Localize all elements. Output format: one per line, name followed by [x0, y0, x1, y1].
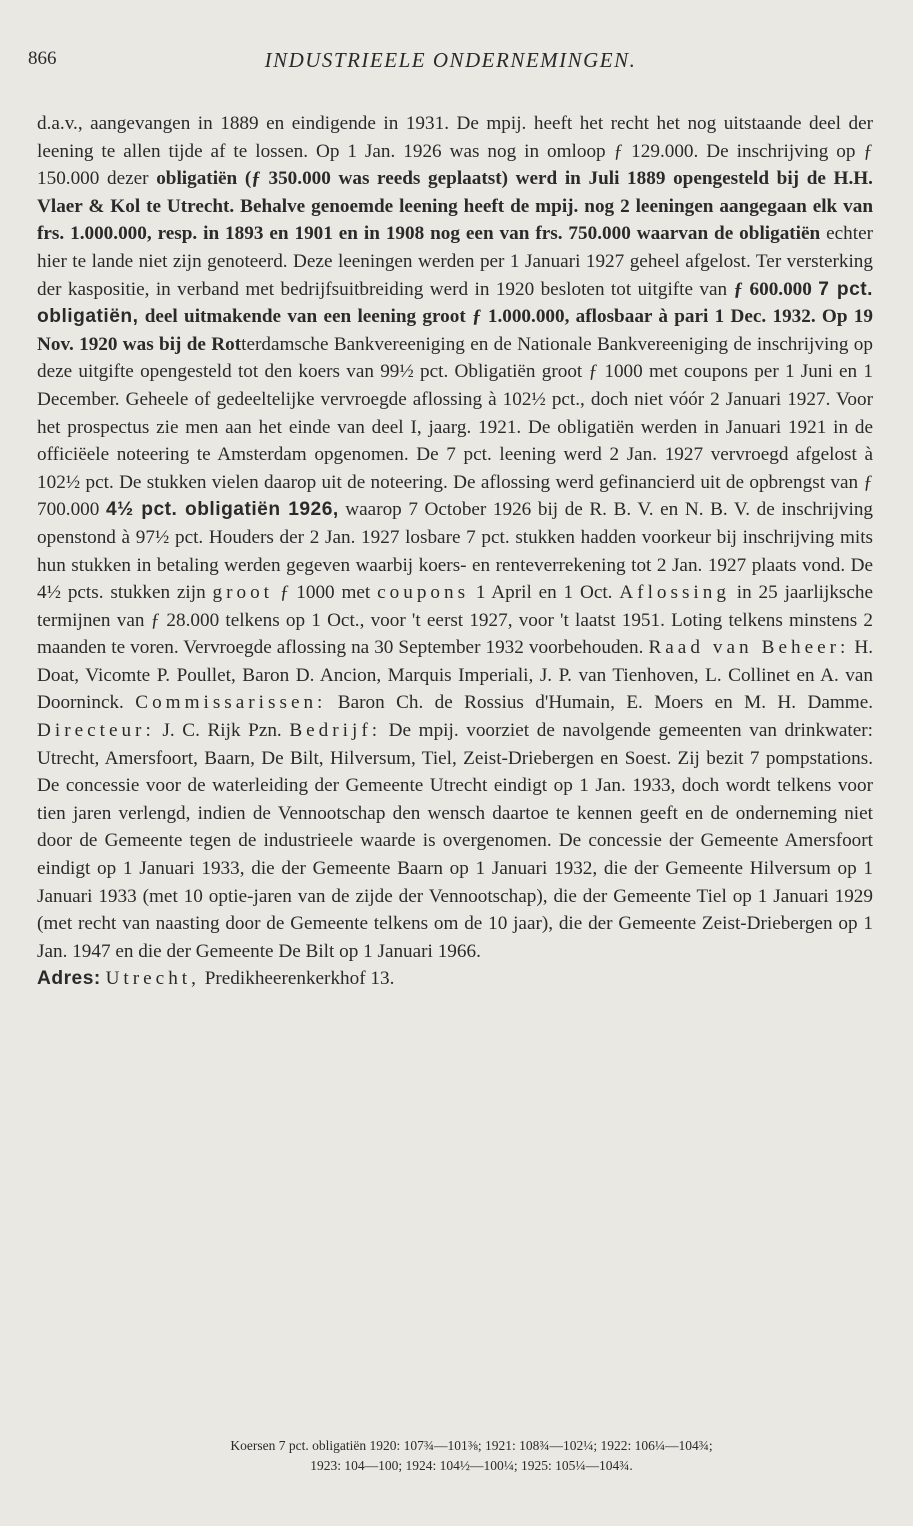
body-text	[37, 110, 873, 993]
section-label-commissarissen: Commissarissen:	[135, 692, 327, 714]
text-segment-bold: ƒ 600.000	[733, 278, 819, 300]
page-header	[28, 48, 873, 78]
address-label: Adres:	[37, 968, 101, 990]
text-segment: d.a.v., aangevangen in 1889 en eindigende in 1931. De mpij. heeft het recht het nog uitstaande deel der leening te allen tijde af te lossen. Op 1 Jan. 1926 was nog in omloop ƒ 129.000. De inschrijving op ƒ 150.000 dezer	[37, 113, 873, 190]
footnote-line: Koersen 7 pct. obligatiën 1920: 107¾—101⅜; 1921: 108¾—102¼; 1922: 106¼—104¾;	[230, 1438, 713, 1453]
text-segment: in 25 jaarlijksche termijnen van ƒ 28.000 telkens op 1 Oct., voor 't eerst 1927, voor 't laatst 1951. Loting telkens minstens 2 maanden te voren. Vervroegde aflossing na 30 September 1932 voorbehouden.	[37, 582, 874, 659]
bond-heading-4half-pct: 4½ pct. obligatiën 1926,	[105, 499, 339, 521]
section-label-directeur: Directeur:	[37, 720, 155, 742]
text-segment: waarop 7 October 1926 bij de R. B. V. en N. B. V. de inschrijving openstond à 97½ pct. Houders der 2 Jan. 1927 losbare 7 pct. stukken hadden voorkeur bij inschrijving mits hun stukken in betaling werden gegeven waarbij koers- en renteverrekening tot 2 Jan. 1927 plaats vond. De 4½ pcts. stukken zijn	[37, 499, 874, 604]
text-segment: echter hier te lande niet zijn genoteerd. Deze leeningen werden per 1 Januari 1927 geheel afgelost. Ter versterking der kaspositie, in verband met bedrijfsuitbreiding werd in 1920 besloten tot uitgifte van	[37, 223, 873, 300]
spaced-word: coupons	[377, 582, 470, 604]
text-segment: De mpij. voorziet de navolgende gemeenten van drinkwater: Utrecht, Amersfoort, Baarn, De Bilt, Hilversum, Tiel, Zeist-Driebergen en Soest. Zij bezit 7 pompstations. De concessie voor de waterleiding der Gemeente Utrecht eindigt op 1 Jan. 1933, doch wordt telkens voor tien jaren verlengd, indien de Vennootschap den wensch daartoe te kennen geeft en de onderneming niet door de Gemeente tegen de industrieele waarde is overgenomen. De concessie der Gemeente Amersfoort eindigt op 1 Januari 1933, die der Gemeente Baarn op 1 Januari 1932, die der Gemeente Hilversum op 1 Januari 1933 (met 10 optie-jaren van de zijde der Vennootschap), die der Gemeente Tiel op 1 Januari 1929 (met recht van naasting door de Gemeente telkens om de 10 jaar), die der Gemeente Zeist-Driebergen op 1 Jan. 1947 en die der Gemeente De Bilt op 1 Januari 1966.	[37, 720, 873, 962]
footnote-quotations	[90, 1436, 853, 1476]
text-segment: Baron Ch. de Rossius d'Humain, E. Moers en M. H. Damme.	[326, 692, 874, 714]
text-segment: H. Doat, Vicomte P. Poullet, Baron D. Ancion, Marquis Imperiali, J. P. van Tienhoven, L. Collinet en A. van Doorninck.	[37, 637, 874, 714]
address-line	[37, 965, 873, 993]
spaced-word: groot	[212, 582, 274, 604]
text-segment: ƒ 1000 met	[273, 582, 378, 604]
text-segment: 1 April en 1 Oct.	[469, 582, 620, 604]
text-segment-bold: obligatiën (ƒ 350.000 was reeds geplaatst) werd in Juli 1889 opengesteld bij de H.H. Vlaer & Kol te Utrecht. Behalve genoemde leening heeft de mpij. nog 2 leeningen aangegaan elk van frs. 1.000.000, resp. in 1893 en 1901 en in 1908 nog een van frs. 750.000 waarvan de obligatiën	[37, 168, 873, 245]
spaced-word: Aflossing	[619, 582, 730, 604]
page-number: 866	[28, 48, 57, 69]
main-paragraph	[37, 110, 873, 965]
text-segment-bold: deel uitmakende van een leening groot ƒ 1.000.000, aflosbaar à pari 1 Dec. 1932. Op 19 Nov. 1920 was bij de Rot	[37, 306, 873, 355]
footnote-line: 1923: 104—100; 1924: 104½—100¼; 1925: 105¼—104¾.	[310, 1458, 633, 1473]
running-title: INDUSTRIEELE ONDERNEMINGEN.	[264, 48, 637, 72]
text-segment: J. C. Rijk Pzn.	[154, 720, 290, 742]
section-label-bedrijf: Bedrijf:	[289, 720, 382, 742]
address-city: Utrecht,	[105, 968, 200, 990]
section-label-raad-van-beheer: Raad van Beheer:	[648, 637, 850, 659]
text-segment: terdamsche Bankvereeniging en de Nationale Bankvereeniging de inschrijving op deze uitgifte opengesteld tot den koers van 99½ pct. Obligatiën groot ƒ 1000 met coupons per 1 Juni en 1 December. Geheele of gedeeltelijke vervroegde aflossing à 102½ pct., doch niet vóór 2 Januari 1927. Voor het prospectus zie men aan het einde van deel I, jaarg. 1921. De obligatiën werden in Januari 1921 in de officiëele noteering te Amsterdam opgenomen. De 7 pct. leening werd 2 Jan. 1927 vervroegd afgelost à 102½ pct. De stukken vielen daarop uit de noteering. De aflossing werd gefinancierd uit de opbrengst van ƒ 700.000	[37, 333, 873, 521]
address-street: Predikheerenkerkhof 13.	[199, 968, 395, 990]
bond-heading-7pct: 7 pct. obligatiën,	[37, 278, 873, 328]
